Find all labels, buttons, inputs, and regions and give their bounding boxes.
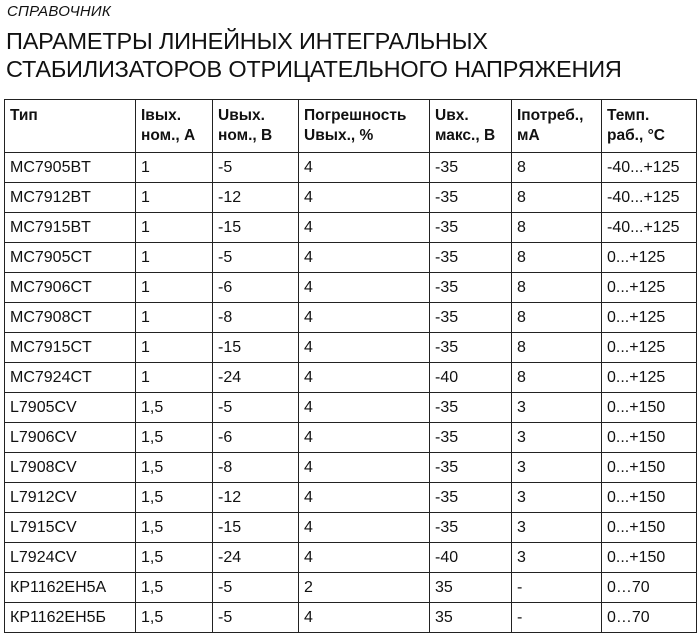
cell-consumption-current: 8 xyxy=(512,213,602,243)
header-type-label: Тип xyxy=(10,107,38,124)
header-input-voltage-max-line-1: Uвх. xyxy=(435,107,469,124)
cell-input-voltage-max: -35 xyxy=(430,453,512,483)
table-row xyxy=(5,393,697,423)
cell-input-voltage-max: -35 xyxy=(430,333,512,363)
cell-type: L7906CV xyxy=(5,423,136,453)
cell-voltage-error: 4 xyxy=(299,153,430,183)
cell-consumption-current: - xyxy=(512,603,602,633)
table-row xyxy=(5,153,697,183)
cell-type: MC7905CT xyxy=(5,243,136,273)
cell-output-voltage: -5 xyxy=(213,573,299,603)
cell-output-voltage: -24 xyxy=(213,543,299,573)
cell-output-current: 1,5 xyxy=(136,483,213,513)
cell-output-current: 1 xyxy=(136,333,213,363)
cell-input-voltage-max: -40 xyxy=(430,363,512,393)
cell-consumption-current: - xyxy=(512,573,602,603)
header-output-voltage xyxy=(213,100,299,153)
header-operating-temperature xyxy=(602,100,697,153)
table-row xyxy=(5,363,697,393)
cell-output-voltage: -5 xyxy=(213,603,299,633)
cell-type: MC7915BT xyxy=(5,213,136,243)
cell-operating-temperature: -40...+125 xyxy=(602,153,697,183)
table-row xyxy=(5,483,697,513)
header-output-current-line-1: Iвых. xyxy=(141,107,181,124)
cell-output-voltage: -5 xyxy=(213,153,299,183)
cell-operating-temperature: 0…70 xyxy=(602,603,697,633)
cell-voltage-error: 4 xyxy=(299,513,430,543)
cell-output-current: 1,5 xyxy=(136,423,213,453)
cell-operating-temperature: 0...+150 xyxy=(602,543,697,573)
page-title xyxy=(6,27,696,83)
header-input-voltage-max-line-2: макс., В xyxy=(435,127,496,144)
cell-consumption-current: 3 xyxy=(512,393,602,423)
cell-consumption-current: 3 xyxy=(512,543,602,573)
cell-voltage-error: 4 xyxy=(299,243,430,273)
cell-output-current: 1,5 xyxy=(136,603,213,633)
cell-type: L7915CV xyxy=(5,513,136,543)
header-consumption-current-line-1: Iпотреб., xyxy=(517,107,584,124)
table-row xyxy=(5,513,697,543)
cell-voltage-error: 4 xyxy=(299,483,430,513)
cell-input-voltage-max: 35 xyxy=(430,573,512,603)
cell-output-voltage: -15 xyxy=(213,333,299,363)
cell-input-voltage-max: -35 xyxy=(430,513,512,543)
cell-voltage-error: 4 xyxy=(299,273,430,303)
cell-input-voltage-max: -35 xyxy=(430,303,512,333)
cell-voltage-error: 4 xyxy=(299,423,430,453)
page-title-line-1: ПАРАМЕТРЫ ЛИНЕЙНЫХ ИНТЕГРАЛЬНЫХ xyxy=(6,28,488,54)
cell-input-voltage-max: -35 xyxy=(430,423,512,453)
cell-voltage-error: 4 xyxy=(299,603,430,633)
cell-input-voltage-max: -40 xyxy=(430,543,512,573)
cell-output-current: 1 xyxy=(136,183,213,213)
cell-voltage-error: 4 xyxy=(299,303,430,333)
cell-type: MC7912BT xyxy=(5,183,136,213)
cell-output-current: 1 xyxy=(136,363,213,393)
cell-operating-temperature: 0...+125 xyxy=(602,333,697,363)
header-output-voltage-line-1: Uвых. xyxy=(218,107,265,124)
cell-type: MC7906CT xyxy=(5,273,136,303)
cell-operating-temperature: 0...+150 xyxy=(602,513,697,543)
cell-output-voltage: -6 xyxy=(213,423,299,453)
cell-output-current: 1,5 xyxy=(136,393,213,423)
cell-consumption-current: 3 xyxy=(512,423,602,453)
table-row xyxy=(5,183,697,213)
cell-output-current: 1 xyxy=(136,273,213,303)
cell-output-voltage: -8 xyxy=(213,303,299,333)
cell-type: L7924CV xyxy=(5,543,136,573)
table-row xyxy=(5,333,697,363)
cell-output-voltage: -8 xyxy=(213,453,299,483)
cell-output-current: 1,5 xyxy=(136,573,213,603)
cell-consumption-current: 8 xyxy=(512,333,602,363)
table-header-row xyxy=(5,100,697,153)
table-row xyxy=(5,543,697,573)
cell-consumption-current: 8 xyxy=(512,363,602,393)
cell-consumption-current: 3 xyxy=(512,513,602,543)
cell-voltage-error: 4 xyxy=(299,333,430,363)
cell-operating-temperature: 0...+150 xyxy=(602,453,697,483)
cell-operating-temperature: 0...+150 xyxy=(602,423,697,453)
cell-operating-temperature: 0…70 xyxy=(602,573,697,603)
header-operating-temperature-line-1: Темп. xyxy=(607,107,650,124)
cell-voltage-error: 2 xyxy=(299,573,430,603)
table-row xyxy=(5,453,697,483)
cell-operating-temperature: 0...+125 xyxy=(602,273,697,303)
cell-type: MC7924CT xyxy=(5,363,136,393)
header-voltage-error-line-1: Погрешность xyxy=(304,107,407,124)
cell-consumption-current: 8 xyxy=(512,153,602,183)
cell-input-voltage-max: -35 xyxy=(430,393,512,423)
cell-output-voltage: -15 xyxy=(213,513,299,543)
cell-operating-temperature: 0...+150 xyxy=(602,393,697,423)
cell-input-voltage-max: -35 xyxy=(430,183,512,213)
header-voltage-error-line-2: Uвых., % xyxy=(304,127,374,144)
page-title-line-2: СТАБИЛИЗАТОРОВ ОТРИЦАТЕЛЬНОГО НАПРЯЖЕНИЯ xyxy=(6,56,622,82)
cell-output-current: 1 xyxy=(136,243,213,273)
cell-type: L7912CV xyxy=(5,483,136,513)
cell-output-voltage: -6 xyxy=(213,273,299,303)
cell-output-voltage: -5 xyxy=(213,393,299,423)
cell-output-current: 1,5 xyxy=(136,543,213,573)
cell-output-current: 1 xyxy=(136,153,213,183)
cell-input-voltage-max: -35 xyxy=(430,243,512,273)
table-row xyxy=(5,303,697,333)
cell-consumption-current: 8 xyxy=(512,243,602,273)
cell-output-voltage: -24 xyxy=(213,363,299,393)
header-output-voltage-line-2: ном., В xyxy=(218,127,273,144)
cell-output-current: 1,5 xyxy=(136,513,213,543)
cell-consumption-current: 8 xyxy=(512,303,602,333)
table-row xyxy=(5,243,697,273)
cell-operating-temperature: 0...+125 xyxy=(602,363,697,393)
table-row xyxy=(5,573,697,603)
header-type xyxy=(5,100,136,153)
header-output-current xyxy=(136,100,213,153)
cell-operating-temperature: -40...+125 xyxy=(602,183,697,213)
cell-output-voltage: -12 xyxy=(213,483,299,513)
table-row xyxy=(5,213,697,243)
cell-type: MC7915CT xyxy=(5,333,136,363)
cell-type: MC7908CT xyxy=(5,303,136,333)
cell-voltage-error: 4 xyxy=(299,393,430,423)
cell-input-voltage-max: -35 xyxy=(430,273,512,303)
cell-voltage-error: 4 xyxy=(299,543,430,573)
cell-operating-temperature: 0...+150 xyxy=(602,483,697,513)
cell-output-current: 1,5 xyxy=(136,453,213,483)
cell-type: КР1162ЕН5Б xyxy=(5,603,136,633)
cell-voltage-error: 4 xyxy=(299,213,430,243)
header-output-current-line-2: ном., А xyxy=(141,127,196,144)
table-body xyxy=(5,153,697,633)
cell-consumption-current: 3 xyxy=(512,453,602,483)
header-consumption-current-line-2: мА xyxy=(517,127,540,144)
cell-operating-temperature: -40...+125 xyxy=(602,213,697,243)
stabilizer-parameters-table xyxy=(4,99,697,633)
cell-output-voltage: -5 xyxy=(213,243,299,273)
cell-output-voltage: -15 xyxy=(213,213,299,243)
cell-operating-temperature: 0...+125 xyxy=(602,303,697,333)
cell-type: L7905CV xyxy=(5,393,136,423)
header-consumption-current xyxy=(512,100,602,153)
cell-input-voltage-max: -35 xyxy=(430,483,512,513)
table-row xyxy=(5,423,697,453)
cell-type: КР1162ЕН5А xyxy=(5,573,136,603)
section-label: СПРАВОЧНИК xyxy=(7,3,111,20)
cell-input-voltage-max: -35 xyxy=(430,153,512,183)
cell-type: MC7905BT xyxy=(5,153,136,183)
cell-consumption-current: 8 xyxy=(512,273,602,303)
table-row xyxy=(5,273,697,303)
header-operating-temperature-line-2: раб., °С xyxy=(607,127,665,144)
cell-output-current: 1 xyxy=(136,303,213,333)
cell-consumption-current: 3 xyxy=(512,483,602,513)
header-voltage-error xyxy=(299,100,430,153)
cell-voltage-error: 4 xyxy=(299,453,430,483)
cell-output-current: 1 xyxy=(136,213,213,243)
cell-input-voltage-max: -35 xyxy=(430,213,512,243)
cell-input-voltage-max: 35 xyxy=(430,603,512,633)
cell-type: L7908CV xyxy=(5,453,136,483)
cell-operating-temperature: 0...+125 xyxy=(602,243,697,273)
cell-consumption-current: 8 xyxy=(512,183,602,213)
table-row xyxy=(5,603,697,633)
header-input-voltage-max xyxy=(430,100,512,153)
cell-voltage-error: 4 xyxy=(299,183,430,213)
cell-voltage-error: 4 xyxy=(299,363,430,393)
cell-output-voltage: -12 xyxy=(213,183,299,213)
